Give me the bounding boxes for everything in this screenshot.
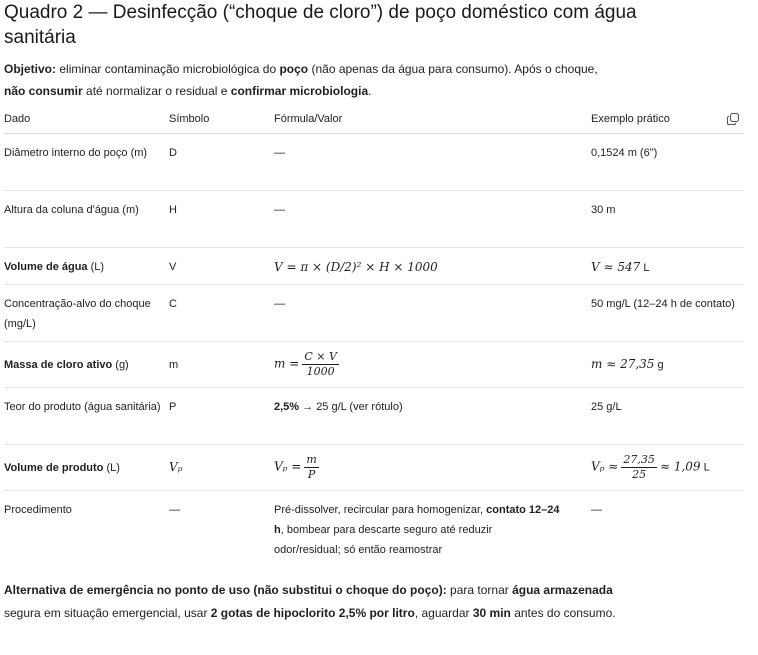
cell-simbolo: H (169, 191, 274, 248)
cell-dado: Volume de água (L) (4, 248, 169, 285)
table-row (4, 445, 744, 491)
cell-simbolo: m (169, 342, 274, 388)
cell-dado: Procedimento (4, 504, 72, 516)
cell-dado: Teor do produto (água sanitária) (4, 388, 169, 445)
fraction: $\frac{27,35}{25}$ (623, 453, 655, 481)
cell-exemplo: 25 g/L (591, 388, 744, 445)
cell-formula: Pré-dissolver, recircular para homogenizar, contato 12–24 h, bombear para descarte seguro até reduzir odor/residual; só então reamostrar (274, 504, 560, 556)
cell-simbolo: Vₚ (169, 445, 274, 491)
document (4, 0, 754, 625)
cell-exemplo: m ≈ 27,35 g (591, 342, 744, 388)
header-formula: Fórmula/Valor (274, 106, 591, 134)
cell-simbolo: C (169, 285, 274, 342)
cell-formula: — (274, 191, 591, 248)
table-row (4, 134, 744, 191)
cell-simbolo: V (169, 248, 274, 285)
cell-simbolo: — (169, 504, 180, 516)
cell-exemplo: 30 m (591, 191, 744, 248)
cell-simbolo: P (169, 388, 274, 445)
cell-simbolo: D (169, 134, 274, 191)
cell-formula: m = $\frac{C \times V}{1000}$ (274, 342, 591, 388)
cell-exemplo: Vₚ ≈ $\frac{27,35}{25}$ ≈ 1,09 L (591, 445, 744, 491)
header-dado: Dado (4, 106, 169, 134)
cell-exemplo: V ≈ 547 L (591, 248, 744, 285)
table-row (4, 342, 744, 388)
table-row (4, 285, 744, 342)
table-header-row (4, 106, 744, 134)
data-table (4, 106, 744, 567)
fraction: $\frac{C \times V}{1000}$ (304, 350, 337, 378)
table-row (4, 388, 744, 445)
cell-dado: Altura da coluna d'água (m) (4, 191, 169, 248)
cell-dado: Volume de produto (L) (4, 445, 169, 491)
cell-exemplo: 50 mg/L (12–24 h de contato) (591, 285, 744, 342)
cell-exemplo: — (591, 504, 602, 516)
cell-dado: Concentração-alvo do choque (mg/L) (4, 285, 169, 342)
emergency-note: Alternativa de emergência no ponto de uso (não substitui o choque do poço): para tornar água armazenada segura em situação emergencial, usar 2 gotas de hipoclorito 2,5% por litro, aguardar 30 min antes do consumo. (4, 582, 616, 620)
header-simbolo: Símbolo (169, 106, 274, 134)
cell-formula: Vₚ = $\frac{m}{P}$ (274, 445, 591, 491)
table-row (4, 248, 744, 285)
cell-exemplo: 0,1524 m (6") (591, 134, 744, 191)
table-row (4, 491, 744, 567)
cell-dado: Diâmetro interno do poço (m) (4, 134, 169, 191)
objective-paragraph: Objetivo: eliminar contaminação microbiológica do poço (não apenas da água para consumo). Após o choque, não consumir até normalizar o residual e confirmar microbiologia. (4, 62, 598, 98)
cell-formula: — (274, 285, 591, 342)
page-title: Quadro 2 — Desinfecção (“choque de cloro”) de poço doméstico com água sanitária (4, 2, 637, 48)
cell-dado: Massa de cloro ativo (g) (4, 342, 169, 388)
table-row (4, 191, 744, 248)
cell-formula: 2,5% → 25 g/L (ver rótulo) (274, 388, 591, 445)
cell-formula: V = π × (D/2)² × H × 1000 (274, 248, 591, 285)
objective-label: Objetivo: (4, 62, 57, 76)
copy-icon[interactable] (726, 112, 740, 126)
header-exemplo: Exemplo prático (591, 106, 744, 134)
cell-formula: — (274, 134, 591, 191)
fraction: $\frac{m}{P}$ (306, 453, 317, 481)
